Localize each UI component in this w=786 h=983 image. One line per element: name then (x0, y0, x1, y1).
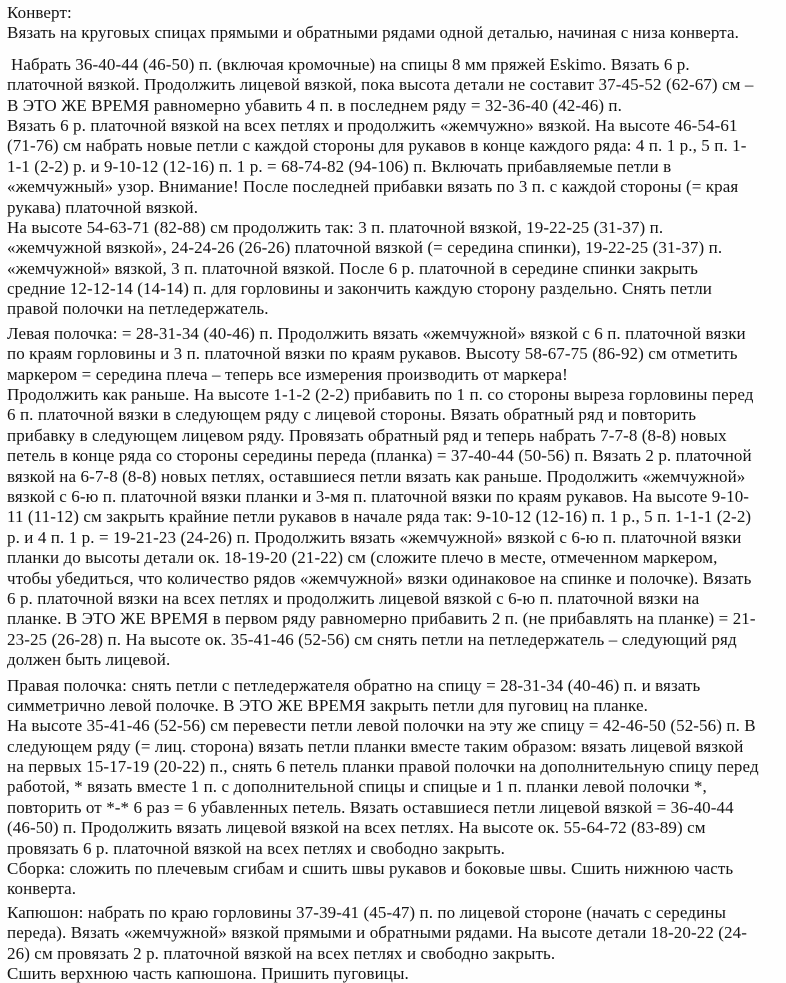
text-line: 6 р. платочной вязки на всех петлях и продолжить лицевой вязкой с 6-ю п. платочной вязки на (7, 588, 700, 608)
text-line: Конверт: (7, 3, 72, 22)
text-line: 23-25 (26-28) п. На высоте ок. 35-41-46 (52-56) см снять петли на петледержатель – следующий ряд (7, 629, 737, 649)
text-line: на первых 15-17-19 (20-22) п., снять 6 петель планки правой полочки на дополнительную спицу перед (7, 757, 759, 777)
text-line: Вязать на круговых спицах прямыми и обратными рядами одной деталью, начиная с низа конверта. (7, 23, 739, 43)
text-line: 11 (11-12) см закрыть крайние петли рукавов в начале ряда так: 9-10-12 (12-16) п. 1 р., 5 п. 1-1-1 (2-2) (7, 507, 752, 527)
text-line: На высоте 54-63-71 (82-88) см продолжить так: 3 п. платочной вязкой, 19-22-25 (31-37) п. (7, 217, 664, 237)
paragraph-envelope-title (7, 3, 780, 23)
text-line: вязкой с 6-ю п. платочной вязки планки и 3-мя п. платочной вязки по краям рукавов. На высоте 9-10- (7, 486, 750, 506)
text-line: Сборка: сложить по плечевым сгибам и сшить швы рукавов и боковые швы. Сшить нижнюю часть (7, 859, 734, 879)
text-line: р. и 4 п. 1 р. = 19-21-23 (24-26) п. Продолжить вязать «жемчужной» вязкой с 6-ю п. платочной вязки (7, 527, 742, 547)
text-line: Вязать 6 р. платочной вязкой на всех петлях и продолжить «жемчужно» вязкой. На высоте 46-54-61 (7, 115, 738, 135)
text-line: следующем ряду (= лиц. сторона) вязать петли планки вместе таким образом: вязать лицевой вязкой (7, 736, 744, 756)
text-line: прибавку в следующем лицевом ряду. Провязать обратный ряд и теперь набрать 7-7-8 (8-8) новых (7, 425, 727, 445)
text-line: (46-50) п. Продолжить вязать лицевой вязкой на всех петлях. На высоте ок. 55-64-72 (83-89) см (7, 818, 706, 838)
text-line: платочной вязкой. Продолжить лицевой вязкой, пока высота детали не составит 37-45-52 (62-67) см – (7, 75, 754, 95)
paragraph-right-front (7, 676, 780, 717)
text-line: 6 п. платочной вязки в следующем ряду с лицевой стороны. Вязать обратный ряд и повторить (7, 405, 697, 425)
text-line: Набрать 36-40-44 (46-50) п. (включая кромочные) на спицы 8 мм пряжей Eskimo. Вязать 6 р. (11, 54, 690, 74)
text-line: петель в конце ряда со стороны середины переда (планка) = 37-40-44 (50-56) п. Вязать 2 р. платочной (7, 446, 752, 466)
text-line: повторить от *-* 6 раз = 6 убавленных петель. Вязать оставшиеся петли лицевой вязкой = 36-40-44 (7, 797, 734, 817)
text-line: рукава) платочной вязкой. (7, 197, 199, 217)
paragraph-sleeves-increases (7, 116, 780, 218)
text-line: планки до высоты детали ок. 18-19-20 (21-22) см (сложите плечо в месте, отмеченном маркером, (7, 548, 718, 568)
text-line: 1-1 (2-2) р. и 9-10-12 (12-16) п. 1 р. = 68-74-82 (94-106) п. Включать прибавляемые петли в (7, 156, 672, 176)
text-line: (71-76) см набрать новые петли с каждой стороны для рукавов в конце каждого ряда: 4 п. 1 р., 5 п. 1- (7, 136, 747, 156)
text-line: маркером = середина плеча – теперь все измерения производить от маркера! (7, 364, 568, 384)
text-line: 26) см провязать 2 р. платочной вязкой на всех петлях и свободно закрыть. (7, 943, 556, 963)
text-line: чтобы убедиться, что количество рядов «жемчужной» вязки одинаковое на спинке и полочке). Вязать (7, 568, 752, 588)
text-line: На высоте 35-41-46 (52-56) см перевести петли левой полочки на эту же спицу = 42-46-50 (52-56) п. В (7, 716, 756, 736)
text-line: Правая полочка: снять петли с петледержателя обратно на спицу = 28-31-34 (40-46) п. и вязать (7, 675, 701, 695)
text-line: провязать 6 р. платочной вязкой на всех петлях и свободно закрыть. (7, 838, 506, 858)
text-line: планке. В ЭТО ЖЕ ВРЕМЯ в первом ряду равномерно прибавить 2 п. (не прибавлять на планке) = 21- (7, 609, 756, 629)
paragraph-hood (7, 903, 780, 964)
text-line: конверта. (7, 879, 77, 899)
text-line: средние 12-12-14 (14-14) п. для горловины и закончить каждую сторону раздельно. Снять петли (7, 279, 712, 299)
text-line: Левая полочка: = 28-31-34 (40-46) п. Продолжить вязать «жемчужной» вязкой с 6 п. платочной вязки (7, 323, 746, 343)
paragraph-left-front-shaping (7, 385, 780, 670)
text-line: «жемчужной» вязкой, 3 п. платочной вязкой. После 6 р. платочной в середине спинки закрыть (7, 258, 699, 278)
text-line: Продолжить как раньше. На высоте 1-1-2 (2-2) прибавить по 1 п. со стороны выреза горловины перед (7, 385, 754, 405)
paragraph-assembly (7, 859, 780, 900)
text-line: Капюшон: набрать по краю горловины 37-39-41 (45-47) п. по лицевой стороне (начать с середины (7, 902, 726, 922)
text-line: работой, * вязать вместе 1 п. с дополнительной спицы и спицые и 1 п. планки левой полочки *, (7, 777, 707, 797)
paragraph-finishing (7, 964, 780, 983)
paragraph-back-and-neck-split (7, 218, 780, 320)
text-line: переда). Вязать «жемчужной» вязкой прямыми и обратными рядами. На высоте детали 18-20-22 (24- (7, 923, 748, 943)
text-line: симметрично левой полочке. В ЭТО ЖЕ ВРЕМЯ закрыть петли для пуговиц на планке. (7, 695, 648, 715)
text-line: Сшить верхнюю часть капюшона. Пришить пуговицы. (7, 963, 409, 983)
text-line: правой полочки на петледержатель. (7, 299, 269, 319)
text-line: по краям горловины и 3 п. платочной вязки по краям рукавов. Высоту 58-67-75 (86-92) см отметить (7, 344, 738, 364)
text-line: В ЭТО ЖЕ ВРЕМЯ равномерно убавить 4 п. в последнем ряду = 32-36-40 (42-46) п. (7, 95, 622, 115)
text-line: вязкой на 6-7-8 (8-8) новых петлях, оставшиеся петли вязать как раньше. Продолжить «жемчужной» (7, 466, 746, 486)
paragraph-left-front (7, 324, 780, 385)
paragraph-band-join (7, 716, 780, 859)
text-line: должен быть лицевой. (7, 650, 171, 670)
paragraph-cast-on (7, 55, 780, 116)
text-line: «жемчужный» узор. Внимание! После последней прибавки вязать по 3 п. с каждой стороны (= края (7, 177, 739, 197)
paragraph-envelope-intro (7, 23, 780, 43)
text-line: «жемчужной вязкой», 24-24-26 (26-26) платочной вязкой (= середина спинки), 19-22-25 (31-37) п. (7, 238, 723, 258)
